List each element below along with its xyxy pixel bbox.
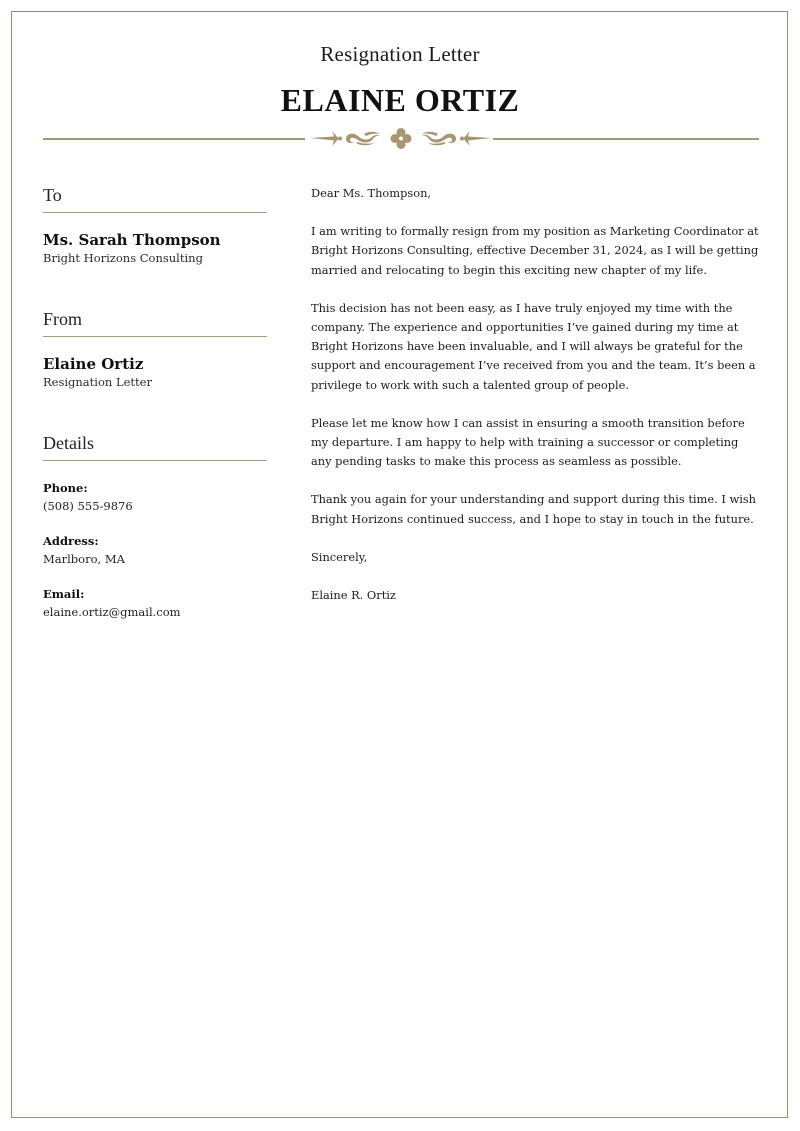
floral-flourish-icon: [306, 127, 496, 151]
address-label: Address:: [43, 534, 99, 548]
sender-name: Elaine Ortiz: [43, 355, 144, 373]
divider-line-right: [493, 138, 759, 140]
letter-paragraph: This decision has not been easy, as I have truly enjoyed my time with the company. The experience and opportunities I’ve gained during my time at Bright Horizons have been invaluable, and I will always be grateful for the support and encouragement I’ve received from you and the team. It’s been a privilege to work with such a talented group of people.: [311, 300, 756, 392]
sender-section: [43, 304, 267, 393]
recipient-name: Ms. Sarah Thompson: [43, 231, 221, 249]
letter-paragraph: Please let me know how I can assist in ensuring a smooth transition before my departure. I am happy to help with training a successor or completing any pending tasks to make this process as seamless as possible.: [311, 415, 745, 469]
from-heading: From: [43, 304, 267, 337]
document-subtitle: Resignation Letter: [320, 42, 480, 66]
address-value: Marlboro, MA: [43, 552, 125, 566]
email-value: elaine.ortiz@gmail.com: [43, 605, 181, 619]
phone-label: Phone:: [43, 481, 88, 495]
letter-closing: Sincerely,: [311, 549, 368, 564]
email-label: Email:: [43, 587, 85, 601]
sender-name-heading: ELAINE ORTIZ: [280, 82, 520, 118]
details-heading: Details: [43, 428, 267, 461]
letter-body: [311, 184, 761, 624]
sender-subtitle: Resignation Letter: [43, 375, 152, 389]
header-divider: [43, 127, 759, 151]
detail-item-phone: [43, 479, 267, 515]
detail-item-address: [43, 532, 267, 568]
letter-paragraph: I am writing to formally resign from my position as Marketing Coordinator at Bright Horizons Consulting, effective December 31, 2024, as I will be getting married and relocating to begin this exciting new chapter of my life.: [311, 224, 759, 277]
letter-paragraph: Thank you again for your understanding and support during this time. I wish Bright Horizons continued success, and I hope to stay in touch in the future.: [311, 492, 757, 526]
divider-line-left: [43, 138, 305, 140]
phone-value: (508) 555-9876: [43, 499, 133, 513]
to-heading: To: [43, 180, 267, 213]
letter-salutation: Dear Ms. Thompson,: [311, 186, 432, 200]
sidebar: [43, 180, 267, 658]
details-section: [43, 428, 267, 621]
recipient-company: Bright Horizons Consulting: [43, 251, 203, 265]
letter-signature: Elaine R. Ortiz: [311, 588, 396, 603]
detail-item-email: [43, 585, 267, 621]
recipient-section: [43, 180, 267, 269]
